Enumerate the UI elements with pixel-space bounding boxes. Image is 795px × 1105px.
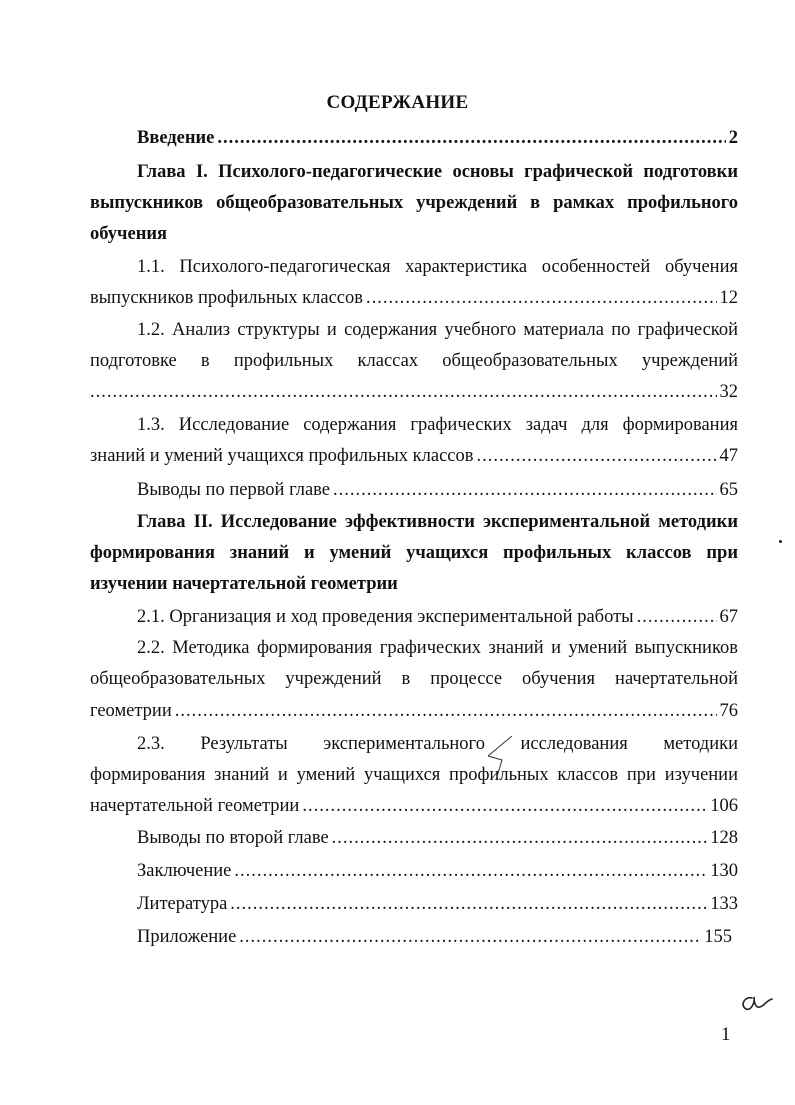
toc-entry-page: 2 [728,128,738,148]
toc-entry-page: 76 [719,701,738,721]
leader-dots [332,826,708,850]
toc-entry-page: 12 [719,288,738,308]
toc-entry-label: Заключение [137,861,232,881]
toc-entry-literature [137,892,738,916]
page-number: 1 [721,1024,731,1045]
section-2-3-line-1: 2.3. Результаты экспериментального исследования методики [137,734,738,754]
leader-dots [217,126,725,150]
toc-entry-page: 133 [710,894,738,914]
toc-entry-label: Литература [137,894,228,914]
leader-dots [302,794,707,818]
ink-speck [779,540,782,543]
leader-dots [175,699,717,723]
leader-dots [637,605,717,629]
section-1-1-line-1: 1.1. Психолого-педагогическая характеристика особенностей обучения [137,257,738,277]
toc-entry-label: выпускников профильных классов [90,288,363,308]
leader-dots [477,444,717,468]
toc-entry-page: 130 [710,861,738,881]
chapter2-heading-line-1: Глава II. Исследование эффективности экспериментальной методики [137,512,738,532]
toc-entry-page: 155 [704,927,732,947]
toc-entry-page: 65 [719,480,738,500]
section-2-2-line-2: общеобразовательных учреждений в процессе обучения начертательной [90,669,738,689]
toc-entry-appendix [137,925,732,949]
chapter1-heading-line-1: Глава I. Психолого-педагогические основы графической подготовки [137,162,738,182]
section-2-3-line-2: формирования знаний и умений учащихся профильных классов при изучении [90,765,738,785]
chapter1-heading-line-2: выпускников общеобразовательных учреждений в рамках профильного [90,193,738,213]
toc-entry-page: 67 [719,607,738,627]
section-2-1 [137,605,738,629]
leader-dots [230,892,707,916]
toc-title: СОДЕРЖАНИЕ [326,92,469,113]
toc-entry-label: Введение [137,128,215,148]
toc-entry-page: 106 [710,796,738,816]
chapter1-heading-line-3: обучения [90,224,168,244]
handwritten-a-mark [736,988,776,1016]
leader-dots [90,380,717,404]
chapter2-heading-line-2: формирования знаний и умений учащихся профильных классов при [90,543,738,563]
toc-entry-chapter2-conclusions [137,826,738,850]
toc-entry-conclusion [137,859,738,883]
toc-entry-page: 47 [719,446,738,466]
leader-dots [234,859,707,883]
section-2-3-line-3 [90,794,738,818]
leader-dots [239,925,701,949]
section-2-2-line-3 [90,699,738,723]
section-1-2-line-1: 1.2. Анализ структуры и содержания учебного материала по графической [137,320,738,340]
leader-dots [366,286,717,310]
toc-entry-chapter1-conclusions [137,478,738,502]
section-1-1-line-2 [90,286,738,310]
toc-entry-label: 2.1. Организация и ход проведения экспериментальной работы [137,607,634,627]
toc-entry-label: знаний и умений учащихся профильных классов [90,446,474,466]
toc-entry-intro [137,126,738,150]
section-1-3-line-2 [90,444,738,468]
leader-dots [333,478,716,502]
toc-entry-label: геометрии [90,701,172,721]
toc-entry-page: 128 [710,828,738,848]
toc-entry-label: начертательной геометрии [90,796,300,816]
pen-stroke-mark [478,732,518,782]
toc-entry-label: Выводы по первой главе [137,480,331,500]
toc-entry-label: Выводы по второй главе [137,828,329,848]
chapter2-heading-line-3: изучении начертательной геометрии [90,574,398,594]
section-1-2-line-3 [90,380,738,404]
section-1-3-line-1: 1.3. Исследование содержания графических задач для формирования [137,415,738,435]
toc-entry-label: Приложение [137,927,237,947]
section-2-2-line-1: 2.2. Методика формирования графических знаний и умений выпускников [137,638,738,658]
section-1-2-line-2: подготовке в профильных классах общеобразовательных учреждений [90,351,738,371]
toc-entry-page: 32 [719,382,738,402]
